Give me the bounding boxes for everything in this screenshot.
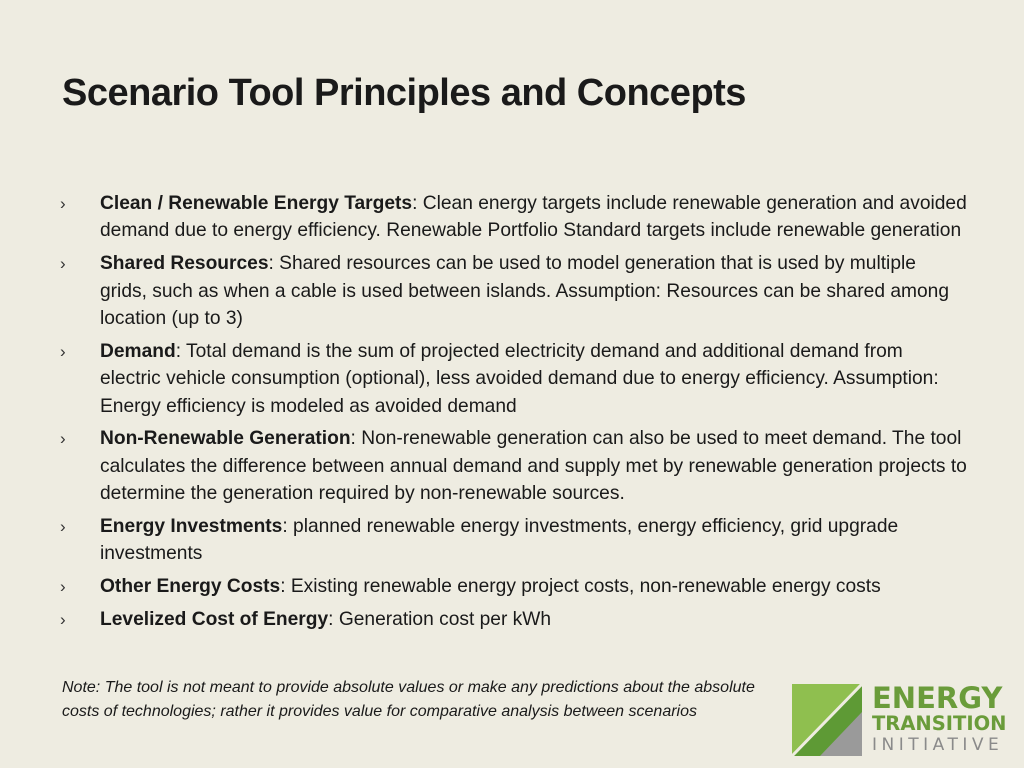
list-item [58, 338, 968, 420]
bullet-text: : Non-renewable generation can also be used to meet demand. The tool calculates the difference between annual demand and supply met by renewable generation projects to determine the generation required by non-renewable sources. [100, 428, 967, 505]
list-item [58, 513, 968, 568]
energy-transition-initiative-logo [792, 681, 1007, 756]
bullet-term: Clean / Renewable Energy Targets [100, 193, 413, 214]
bullet-marker-icon: › [60, 610, 66, 630]
list-item [58, 573, 968, 600]
bullet-marker-icon: › [60, 254, 66, 274]
logo-line-initiative: INITIATIVE [872, 735, 1004, 755]
bullet-text: : Existing renewable energy project costs, non-renewable energy costs [280, 576, 881, 598]
bullet-marker-icon: › [60, 517, 66, 537]
logo-mark-icon [792, 684, 862, 756]
footnote: Note: The tool is not meant to provide absolute values or make any predictions about the absolute costs of technologies; rather it provides value for comparative analysis between scenarios [62, 679, 755, 720]
list-item [58, 250, 968, 332]
logo-line-transition: TRANSITION [872, 712, 1007, 735]
bullet-text: : Clean energy targets include renewable generation and avoided demand due to energy efficiency. Renewable Portfolio Standard targets include renewable generation [100, 193, 967, 242]
bullet-marker-icon: › [60, 194, 66, 213]
bullet-marker-icon: › [60, 341, 66, 361]
bullet-term: Levelized Cost of Energy [100, 609, 329, 631]
bullet-text: : planned renewable energy investments, energy efficiency, grid upgrade investments [100, 516, 899, 565]
bullet-term: Non-Renewable Generation [100, 428, 351, 450]
logo-wordmark [872, 681, 1008, 755]
bullet-text: : Shared resources can be used to model generation that is used by multiple grids, such as when a cable is used between islands. Assumption: Resources can be shared among location (up to 3) [100, 253, 949, 330]
list-item [58, 606, 968, 633]
bullet-term: Energy Investments [100, 516, 283, 538]
list-item [58, 425, 968, 507]
page-title: Scenario Tool Principles and Concepts [62, 72, 746, 114]
bullet-text: : Total demand is the sum of projected electricity demand and additional demand from electric vehicle consumption (optional), less avoided demand due to energy efficiency. Assumption: Energy efficiency is modeled as avoided demand [100, 340, 939, 417]
bullet-term: Demand [100, 340, 176, 362]
bullet-marker-icon: › [60, 577, 66, 597]
logo-line-energy: ENERGY [872, 681, 1003, 715]
list-item [58, 190, 968, 245]
bullet-term: Shared Resources [100, 253, 269, 275]
bullet-marker-icon: › [60, 429, 66, 449]
bullet-text: : Generation cost per kWh [328, 609, 552, 631]
bullet-list [58, 190, 968, 639]
bullet-term: Other Energy Costs [100, 576, 281, 598]
